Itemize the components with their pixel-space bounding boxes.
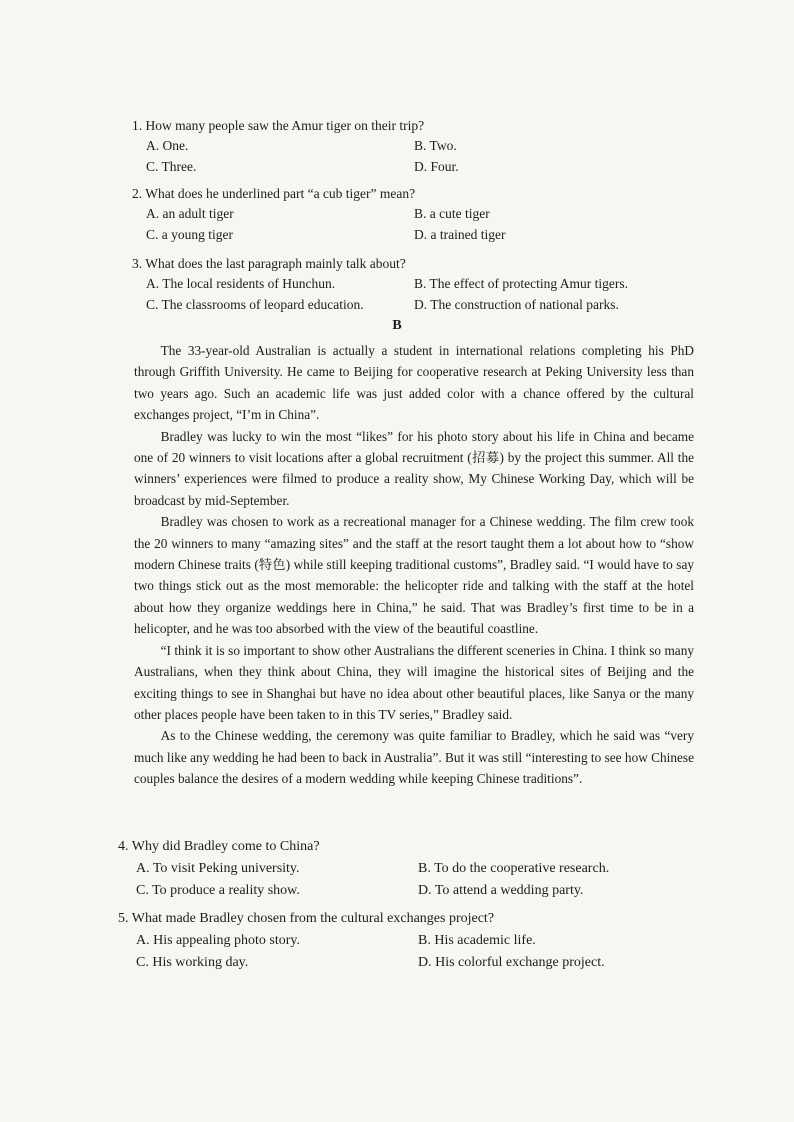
question-stem: 4. Why did Bradley come to China? xyxy=(118,839,320,854)
passage-paragraph: “I think it is so important to show other Australians the different sceneries in China. I think so many Australians, when they think about China, they will imagine the historical sites of Beijing and the exciting things to see in Shanghai but have no idea about other beautiful places, like Sanya or the many other places people have been taken to in this TV series,” Bradley said. xyxy=(134,642,694,722)
question-5 xyxy=(118,908,698,974)
passage-paragraph: Bradley was lucky to win the most “likes” for his photo story about his life in China and became one of 20 winners to visit locations after a global recruitment (招募) by the project this summer. All the winners’ experiences were filmed to produce a reality show, My Chinese Working Day, which will be broadcast by mid-September. xyxy=(134,428,694,508)
question-1 xyxy=(132,116,692,176)
question-stem: 3. What does the last paragraph mainly talk about? xyxy=(132,256,406,271)
option-c: C. The classrooms of leopard education. xyxy=(146,297,364,312)
options xyxy=(118,930,698,974)
option-a: A. To visit Peking university. xyxy=(136,861,300,876)
question-2 xyxy=(132,184,692,244)
question-3 xyxy=(132,254,692,314)
option-b: B. Two. xyxy=(414,138,457,153)
options xyxy=(132,204,692,244)
option-d: D. To attend a wedding party. xyxy=(418,883,584,898)
option-c: C. His working day. xyxy=(136,955,249,970)
section-title: B xyxy=(392,318,402,333)
option-b: B. His academic life. xyxy=(418,933,536,948)
question-stem: 1. How many people saw the Amur tiger on their trip? xyxy=(132,118,425,133)
reading-passage xyxy=(134,340,694,790)
option-a: A. an adult tiger xyxy=(146,206,234,221)
question-stem: 2. What does he underlined part “a cub tiger” mean? xyxy=(132,186,416,201)
passage-paragraph: As to the Chinese wedding, the ceremony was quite familiar to Bradley, which he said was “very much like any wedding he had been to back in Australia”. But it was still “interesting to see how Chinese couples balance the desires of a modern wedding while keeping Chinese traditions”. xyxy=(134,728,694,787)
option-d: D. The construction of national parks. xyxy=(414,297,619,312)
option-b: B. a cute tiger xyxy=(414,206,490,221)
option-d: D. a trained tiger xyxy=(414,227,506,242)
question-stem: 5. What made Bradley chosen from the cultural exchanges project? xyxy=(118,911,495,926)
options xyxy=(132,136,692,176)
options xyxy=(118,858,698,902)
option-a: A. One. xyxy=(146,138,189,153)
option-c: C. a young tiger xyxy=(146,227,233,242)
option-d: D. His colorful exchange project. xyxy=(418,955,605,970)
option-c: C. To produce a reality show. xyxy=(136,883,300,898)
option-c: C. Three. xyxy=(146,159,197,174)
option-b: B. The effect of protecting Amur tigers. xyxy=(414,276,628,291)
options xyxy=(132,274,692,314)
option-b: B. To do the cooperative research. xyxy=(418,861,610,876)
question-4 xyxy=(118,836,698,902)
option-a: A. His appealing photo story. xyxy=(136,933,300,948)
passage-paragraph: The 33-year-old Australian is actually a student in international relations completing his PhD through Griffith University. He came to Beijing for cooperative research at Peking University less than two years ago. Such an academic life was just added color with a chance offered by the cultural exchanges project, “I’m in China”. xyxy=(134,343,694,423)
option-a: A. The local residents of Hunchun. xyxy=(146,276,336,291)
passage-paragraph: Bradley was chosen to work as a recreational manager for a Chinese wedding. The film crew took the 20 winners to many “amazing sites” and the staff at the resort taught them a lot about how to “show modern Chinese traits (特色) while still keeping traditional customs”, Bradley said. “I would have to say two things stick out as the most memorable: the helicopter ride and talking with the staff at the hotel about how they organize weddings here in China,” he said. That was Bradley’s first time to be in a helicopter, and he was too absorbed with the view of the beautiful coastline. xyxy=(134,514,694,637)
option-d: D. Four. xyxy=(414,159,459,174)
